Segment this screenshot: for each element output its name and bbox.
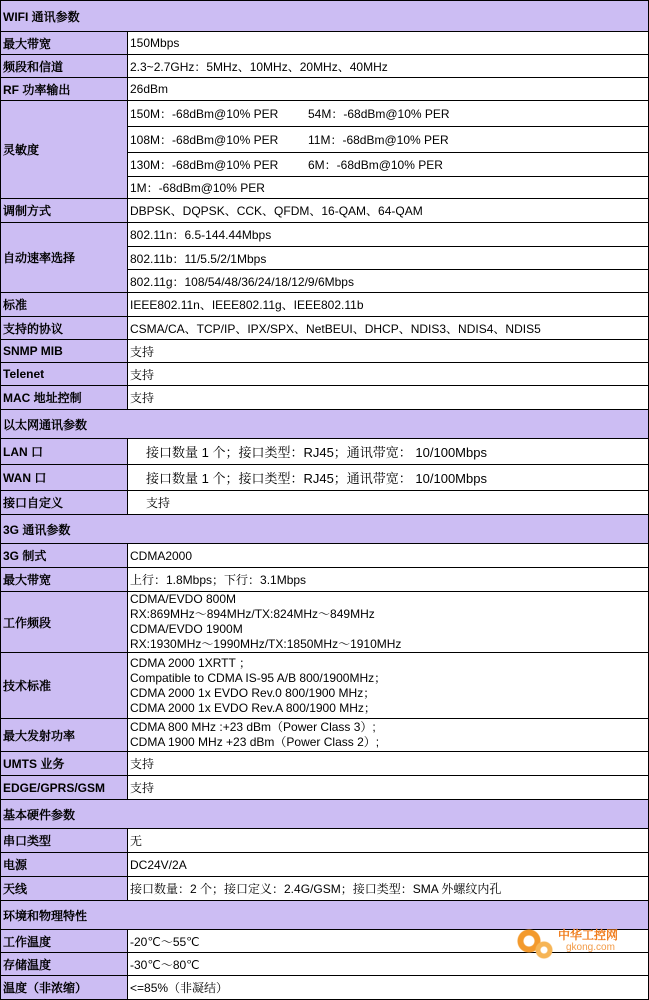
value-wifi-freq: 2.3~2.7GHz：5MHz、10MHz、20MHz、40MHz <box>128 55 649 78</box>
label-mac-control: MAC 地址控制 <box>1 386 128 410</box>
watermark-text: 中华工控网 <box>558 928 619 942</box>
label-3g-max-power: 最大发射功率 <box>1 719 128 752</box>
auto-rate-row: 802.11b：11/5.5/2/1Mbps <box>128 247 649 270</box>
value-3g-bandwidth: 上行：1.8Mbps；下行：3.1Mbps <box>128 568 649 592</box>
value-wifi-rf: 26dBm <box>128 78 649 101</box>
label-wifi-protocols: 支持的协议 <box>1 317 128 340</box>
value-snmp: 支持 <box>128 340 649 363</box>
label-3g-frequency: 工作频段 <box>1 592 128 653</box>
value-wifi-protocols: CSMA/CA、TCP/IP、IPX/SPX、NetBEUI、DHCP、NDIS3、NDIS4、NDIS5 <box>128 317 649 340</box>
section-environment: 环境和物理特性 <box>1 901 649 930</box>
value-3g-standard: CDMA2000 <box>128 544 649 568</box>
auto-rate-row: 802.11g：108/54/48/36/24/18/12/9/6Mbps <box>128 270 649 293</box>
label-antenna: 天线 <box>1 877 128 901</box>
watermark-logo <box>514 926 639 962</box>
value-edge: 支持 <box>128 776 649 800</box>
sensitivity-row: 130M：-68dBm@10% PER 6M：-68dBm@10% PER <box>128 153 649 177</box>
section-3g: 3G 通讯参数 <box>1 515 649 544</box>
value-wifi-standard: IEEE802.11n、IEEE802.11g、IEEE802.11b <box>128 293 649 317</box>
label-snmp: SNMP MIB <box>1 340 128 363</box>
label-wifi-sensitivity: 灵敏度 <box>1 101 128 199</box>
label-wifi-bandwidth: 最大带宽 <box>1 32 128 55</box>
label-storage-temp: 存储温度 <box>1 953 128 976</box>
auto-rate-row: 802.11n：6.5-144.44Mbps <box>128 223 649 247</box>
label-wifi-auto-rate: 自动速率选择 <box>1 223 128 293</box>
value-lan: 接口数量 1 个；接口类型：RJ45；通讯带宽： 10/100Mbps <box>128 439 649 465</box>
value-mac-control: 支持 <box>128 386 649 410</box>
label-3g-bandwidth: 最大带宽 <box>1 568 128 592</box>
label-wifi-standard: 标准 <box>1 293 128 317</box>
section-hardware: 基本硬件参数 <box>1 800 649 829</box>
value-wifi-modulation: DBPSK、DQPSK、CCK、QFDM、16-QAM、64-QAM <box>128 199 649 223</box>
label-wifi-freq: 频段和信道 <box>1 55 128 78</box>
value-work-temp: -20℃～55℃ <box>128 930 649 953</box>
label-wifi-modulation: 调制方式 <box>1 199 128 223</box>
value-telnet: 支持 <box>128 363 649 386</box>
value-serial-type: 无 <box>128 829 649 853</box>
value-antenna: 接口数量：2 个；接口定义：2.4G/GSM；接口类型：SMA 外螺纹内孔 <box>128 877 649 901</box>
label-telnet: Telenet <box>1 363 128 386</box>
label-3g-tech-standard: 技术标准 <box>1 653 128 719</box>
sensitivity-row: 1M：-68dBm@10% PER <box>128 177 649 199</box>
label-wan: WAN 口 <box>1 465 128 491</box>
gear-icon <box>534 940 554 960</box>
value-umts: 支持 <box>128 752 649 776</box>
label-power-supply: 电源 <box>1 853 128 877</box>
section-ethernet: 以太网通讯参数 <box>1 410 649 439</box>
sensitivity-row: 108M：-68dBm@10% PER 11M：-68dBm@10% PER <box>128 127 649 153</box>
label-serial-type: 串口类型 <box>1 829 128 853</box>
label-edge: EDGE/GPRS/GSM <box>1 776 128 800</box>
value-storage-temp: -30℃～80℃ <box>128 953 649 976</box>
label-umts: UMTS 业务 <box>1 752 128 776</box>
value-interface-custom: 支持 <box>128 491 649 515</box>
sensitivity-row: 150M：-68dBm@10% PER 54M：-68dBm@10% PER <box>128 101 649 127</box>
label-humidity: 温度（非浓缩） <box>1 976 128 1000</box>
value-humidity: <=85%（非凝结） <box>128 976 649 1000</box>
value-power-supply: DC24V/2A <box>128 853 649 877</box>
label-wifi-rf: RF 功率输出 <box>1 78 128 101</box>
value-wifi-bandwidth: 150Mbps <box>128 32 649 55</box>
value-wan: 接口数量 1 个；接口类型：RJ45；通讯带宽： 10/100Mbps <box>128 465 649 491</box>
value-3g-max-power: CDMA 800 MHz :+23 dBm（Power Class 3）; CDMA 1900 MHz +23 dBm（Power Class 2）; <box>128 719 649 752</box>
label-interface-custom: 接口自定义 <box>1 491 128 515</box>
watermark-domain: gkong.com <box>566 942 615 953</box>
label-work-temp: 工作温度 <box>1 930 128 953</box>
label-3g-standard: 3G 制式 <box>1 544 128 568</box>
section-wifi: WIFI 通讯参数 <box>1 1 649 32</box>
label-lan: LAN 口 <box>1 439 128 465</box>
value-3g-tech-standard: CDMA 2000 1XRTT ； Compatible to CDMA IS-95 A/B 800/1900MHz； CDMA 2000 1x EVDO Rev.0 800/1900 MHz； CDMA 2000 1x EVDO Rev.A 800/1900 MHz； <box>128 653 649 719</box>
value-3g-frequency: CDMA/EVDO 800M RX:869MHz～894MHz/TX:824MHz～849MHz CDMA/EVDO 1900M RX:1930MHz～1990MHz/TX:1850MHz～1910MHz <box>128 592 649 653</box>
